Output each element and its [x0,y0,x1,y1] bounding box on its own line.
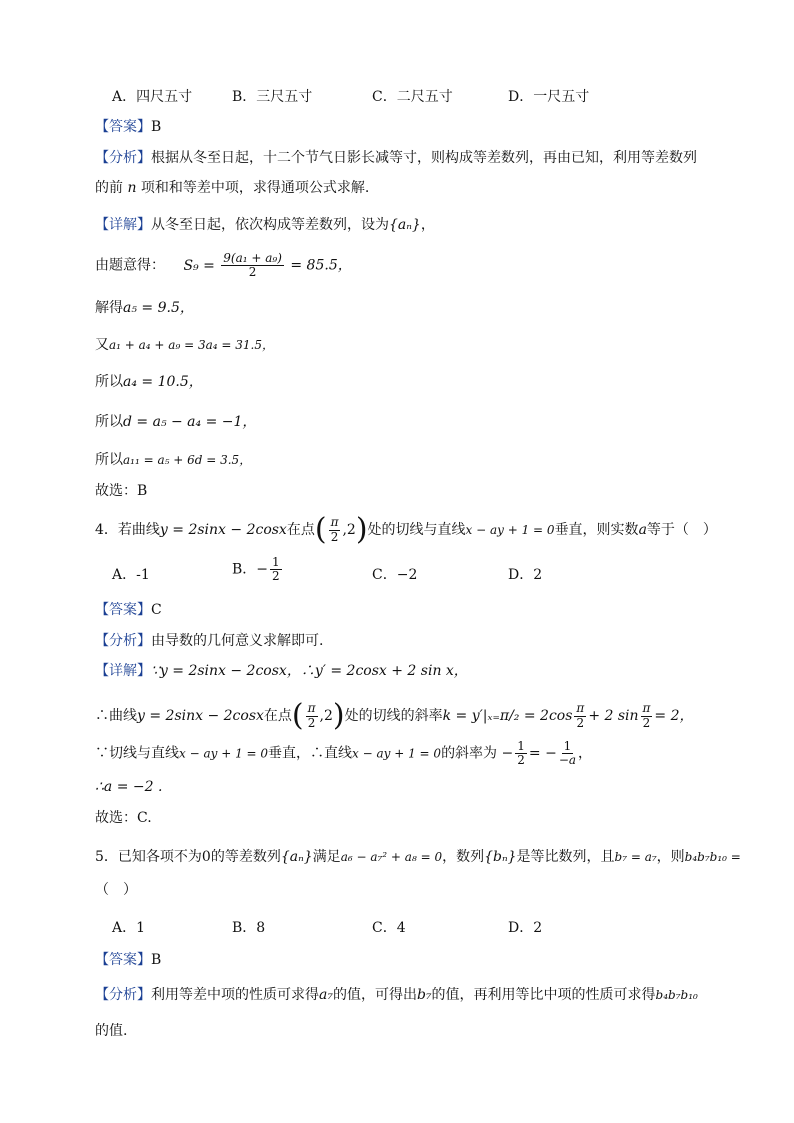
q5-answer [95,952,161,969]
stem-text: 5．已知各项不为 [95,849,202,865]
frac-num: 1 [563,739,572,753]
analysis-text: 利用等差中项的性质可求得 [151,987,319,1003]
q5-analysis-1 [95,987,698,1004]
q4-detail-4 [95,779,162,796]
math-text: ， [578,745,593,762]
math-text: + 2 sin [588,708,639,724]
q4-detail-2 [95,698,694,734]
detail-text: 所以 [95,374,123,390]
q3-detail-line-4 [95,337,274,354]
q3-option-d: D．一尺五寸 [508,89,590,105]
q5-analysis-2: 的值. [95,1023,128,1039]
q3-detail-line-2 [95,252,352,279]
math-seq: {aₙ} [280,849,313,865]
option-label: B．− [232,561,269,578]
detail-text: 所以 [95,452,123,468]
analysis-text: 的值，可得出 [332,987,417,1003]
q4-option-a: A．-1 [112,567,150,583]
paren-right: ) [332,698,345,733]
fraction [641,702,653,729]
stem-text: 等于（ ） [646,522,717,538]
q3-detail-line-1 [95,217,435,234]
detail-text: 又 [95,337,109,353]
math-expr: b₄b₇b₁₀ = [684,850,741,864]
stem-text: 处的切线与直线 [367,522,466,538]
q5-option-b: B．8 [232,920,266,936]
q3-analysis-line-1 [95,150,697,167]
math-line: x − ay + 1 = 0 [465,523,555,537]
answer-tag: 【答案】 [95,602,151,618]
analysis-text: 项和和等差中项，求得通项公式求解. [136,180,370,196]
math-text: 0 [201,849,211,865]
q4-detail-1 [95,663,468,680]
detail-text: 处的切线的斜率 [344,708,443,724]
math-line: x − ay + 1 = 0 [179,746,269,761]
q3-option-a: A．四尺五寸 [112,89,193,105]
comma: ， [420,217,435,233]
q5-stem [95,849,741,866]
q3-analysis-line-2 [95,180,369,197]
paren-left: ( [314,512,327,547]
stem-text: 4．若曲线 [95,522,160,538]
frac-den: 2 [517,753,525,768]
q3-answer [95,119,161,136]
q3-detail-line-3 [95,300,194,317]
fraction [515,740,527,767]
stem-text: 在点 [286,522,315,538]
q3-detail-line-7 [95,452,251,469]
math-expr: a₄ = 10.5， [123,374,203,390]
math-result: = 85.5， [290,257,352,274]
math-slope: k = y′|ₓ₌π/₂ = 2cos [442,708,573,724]
detail-text: 在点 [263,708,292,724]
q3-detail-line-5 [95,374,203,391]
analysis-text: 由导数的几何意义求解即可. [151,633,324,649]
math-text: ,2 [319,708,333,724]
q4-conclusion: 故选：C. [95,810,152,826]
q4-analysis [95,633,323,650]
analysis-tag: 【分析】 [95,633,151,649]
frac-den: 2 [576,715,585,730]
math-expr: ∴a = −2 . [95,779,163,795]
math-expr: a₆ − a₇² + a₈ = 0 [340,850,443,864]
frac-num: π [642,701,651,716]
detail-text: 由题意得： [95,257,165,274]
frac-den: 2 [307,715,316,730]
math-expr: b₇ = a₇ [614,850,657,864]
analysis-tag: 【分析】 [95,150,151,166]
q4-detail-3 [95,740,592,767]
q5-option-c: C．4 [372,920,406,936]
fraction [329,516,341,543]
q5-option-a: A．1 [112,920,146,936]
detail-text: 所以 [95,414,123,430]
math-var: b₇ [416,987,432,1003]
frac-num: π [330,515,339,530]
stem-text: 是等比数列，且 [516,849,615,865]
math-s9: S₉ = [183,257,215,274]
math-text: = 2， [654,708,694,724]
math-seq: {aₙ} [389,217,421,233]
paren-right: ) [355,512,368,547]
detail-tag: 【详解】 [95,663,151,679]
math-expr: a₁ + a₄ + a₉ = 3a₄ = 31.5， [109,338,274,352]
math-text: = − [528,745,557,762]
answer-value: C [151,602,162,618]
q3-detail-line-6 [95,414,256,431]
q4-option-d: D．2 [508,567,543,583]
analysis-text: 根据从冬至日起，十二个节气日影长减等寸，则构成等差数列，再由已知，利用等差数列 [151,150,697,166]
q4-stem [95,512,717,548]
detail-text: ∴曲线 [95,708,137,724]
fraction [306,702,318,729]
math-curve: y = 2sinx − 2cosx [137,708,264,724]
math-expr: d = a₅ − a₄ = −1， [123,414,257,430]
frac-num: 1 [272,555,280,569]
fraction [270,556,282,583]
math-expr: a₁₁ = a₅ + 6d = 3.5， [123,453,252,467]
frac-den: −a [558,753,577,768]
detail-text: ∵切线与直线 [95,745,179,762]
q3-option-c: C．二尺五寸 [372,89,453,105]
math-var: a₇ [319,987,333,1003]
fraction [221,252,284,279]
math-expr: a₅ = 9.5， [123,300,194,316]
frac-den: 2 [272,569,280,584]
answer-value: B [151,952,162,968]
q3-conclusion: 故选：B [95,483,148,499]
math-line: x − ay + 1 = 0 [352,746,442,761]
math-expr: b₄b₇b₁₀ [655,988,698,1002]
answer-tag: 【答案】 [95,119,151,135]
detail-tag: 【详解】 [95,217,151,233]
answer-tag: 【答案】 [95,952,151,968]
math-curve: y = 2sinx − 2cosx [159,522,287,538]
frac-num: π [576,701,585,716]
stem-text: 的等差数列 [210,849,281,865]
fraction [559,740,576,767]
analysis-text: 的值，再利用等比中项的性质可求得 [431,987,656,1003]
q5-stem-parens: （ ） [95,882,137,898]
q4-answer [95,602,162,619]
frac-den: 2 [330,529,339,544]
math-seq: {bₙ} [484,849,517,865]
detail-text: 从冬至日起，依次构成等差数列，设为 [151,217,389,233]
math-n: n [127,180,137,196]
q4-option-b [232,556,284,583]
detail-text: 垂直，∴直线 [268,745,353,762]
frac-num: 1 [517,739,525,753]
frac-num: 9(a₁ + a₉) [223,251,282,265]
detail-text: 的斜率为 − [441,745,514,762]
q3-option-b: B．三尺五寸 [232,89,313,105]
analysis-tag: 【分析】 [95,987,151,1003]
stem-text: 满足 [312,849,341,865]
q5-option-d: D．2 [508,920,543,936]
paren-left: ( [291,698,304,733]
frac-den: 2 [642,715,651,730]
math-var: a [638,522,647,538]
fraction [574,702,586,729]
analysis-text: 的前 [95,180,128,196]
q4-option-c: C．−2 [372,567,418,583]
stem-text: ，数列 [442,849,485,865]
stem-text: 垂直，则实数 [554,522,639,538]
answer-value: B [151,119,162,135]
frac-den: 2 [248,265,257,280]
stem-text: ，则 [656,849,685,865]
frac-num: π [307,701,316,716]
math-text: ,2 [342,522,356,538]
math-expr: ∵y = 2sinx − 2cosx，∴y′ = 2cosx + 2 sin x， [151,663,468,679]
detail-text: 解得 [95,300,123,316]
